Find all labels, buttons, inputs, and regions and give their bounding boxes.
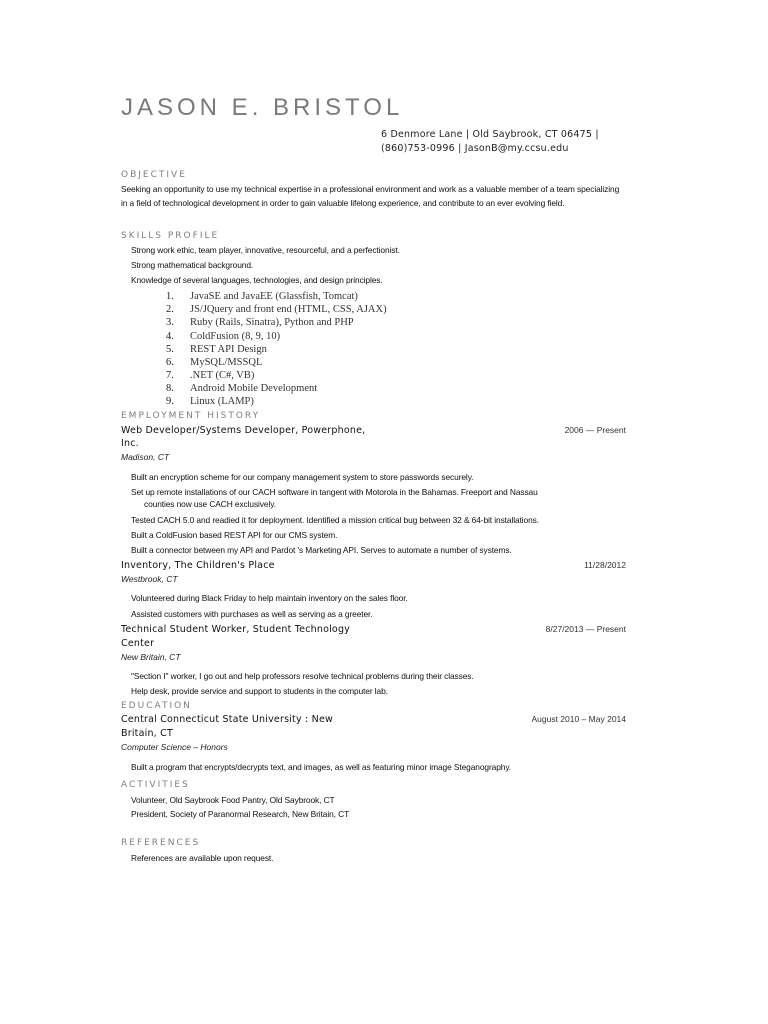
skill-list-item: MySQL/MSSQL: [190, 357, 263, 368]
degree: Computer Science – Honors: [121, 742, 228, 752]
objective-text: Seeking an opportunity to use my technical expertise in a professional environment and work as a valuable member of a team specializing in a field of technological development in order to gain valuable lifelong experience, and contribute to an ever evolving field.: [121, 184, 620, 208]
skill-list-number: 6.: [166, 357, 174, 368]
job-location: Westbrook, CT: [121, 574, 178, 584]
education-bullet: Built a program that encrypts/decrypts text, and images, as well as featuring minor image Steganography.: [131, 762, 512, 772]
skill-list-item: Ruby (Rails, Sinatra), Python and PHP: [190, 317, 354, 328]
job-bullet: Tested CACH 5.0 and readied it for deployment. Identified a mission critical bug between 32 & 64-bit installations.: [131, 515, 539, 525]
job-bullet: Assisted customers with purchases as well as serving as a greeter.: [131, 609, 373, 619]
job-bullet: Built a connector between my API and Pardot 's Marketing API. Serves to automate a number of systems.: [131, 545, 512, 555]
skill-list-item: Linux (LAMP): [190, 396, 254, 407]
skill-list-item: JavaSE and JavaEE (Glassfish, Tomcat): [190, 291, 358, 302]
job-bullet: Built a ColdFusion based REST API for our CMS system.: [131, 530, 338, 540]
skill-list-number: 2.: [166, 304, 174, 315]
school-name: Central Connecticut State University : New: [121, 714, 333, 725]
skill-item: Strong mathematical background.: [131, 260, 254, 270]
skill-item: Knowledge of several languages, technologies, and design principles.: [131, 275, 383, 285]
contact-info: [381, 128, 599, 156]
skill-list-item: JS/JQuery and front end (HTML, CSS, AJAX): [190, 304, 387, 315]
skill-list-number: 1.: [166, 291, 174, 302]
job-bullet: "Section I" worker, I go out and help professors resolve technical problems during their classes.: [131, 671, 474, 681]
references-text: References are available upon request.: [131, 853, 274, 863]
job-title: Technical Student Worker, Student Technology: [121, 624, 350, 635]
employment-heading: EMPLOYMENT HISTORY: [121, 411, 261, 421]
activity-item: Volunteer, Old Saybrook Food Pantry, Old Saybrook, CT: [131, 795, 335, 805]
skill-list-number: 9.: [166, 396, 174, 407]
job-location: New Britain, CT: [121, 652, 181, 662]
job-title: Inventory, The Children's Place: [121, 560, 275, 571]
job-title-continued: Center: [121, 638, 155, 649]
skill-list-item: .NET (C#, VB): [190, 370, 255, 381]
school-location: Britain, CT: [121, 728, 173, 739]
contact-address-line: 6 Denmore Lane | Old Saybrook, CT 06475 |: [381, 129, 599, 140]
skill-list-item: Android Mobile Development: [190, 383, 318, 394]
applicant-name: JASON E. BRISTOL: [121, 94, 404, 121]
job-title-continued: Inc.: [121, 438, 139, 449]
skills-heading: SKILLS PROFILE: [121, 231, 220, 241]
education-heading: EDUCATION: [121, 701, 192, 711]
skill-list-number: 4.: [166, 331, 174, 342]
activity-item: President, Society of Paranormal Research, New Britain, CT: [131, 809, 350, 819]
skill-list-number: 5.: [166, 344, 174, 355]
references-heading: REFERENCES: [121, 838, 201, 848]
job-bullet: Help desk, provide service and support to students in the computer lab.: [131, 686, 388, 696]
skill-list-number: 8.: [166, 383, 174, 394]
skill-list-item: REST API Design: [190, 344, 267, 355]
job-bullet: Set up remote installations of our CACH software in tangent with Motorola in the Bahamas. Freeport and Nassau: [131, 487, 538, 497]
skill-list-item: ColdFusion (8, 9, 10): [190, 331, 281, 342]
contact-phone-email-line: (860)753-0996 | JasonB@my.ccsu.edu: [381, 143, 569, 154]
job-bullet-continued: counties now use CACH exclusively.: [144, 499, 276, 509]
skill-list-number: 3.: [166, 317, 174, 328]
job-title: Web Developer/Systems Developer, Powerphone,: [121, 425, 366, 436]
job-bullet: Volunteered during Black Friday to help maintain inventory on the sales floor.: [131, 593, 408, 603]
job-date: 11/28/2012: [584, 560, 626, 570]
skill-item: Strong work ethic, team player, innovative, resourceful, and a perfectionist.: [131, 245, 400, 255]
job-bullet: Built an encryption scheme for our company management system to store passwords securely.: [131, 472, 474, 482]
job-date: 2006 — Present: [564, 425, 626, 435]
objective-heading: OBJECTIVE: [121, 170, 187, 180]
job-location: Madison, CT: [121, 452, 170, 462]
skill-list-number: 7.: [166, 370, 174, 381]
job-date: 8/27/2013 — Present: [545, 624, 626, 634]
activities-heading: ACTIVITIES: [121, 780, 190, 790]
education-date: August 2010 – May 2014: [531, 714, 626, 724]
